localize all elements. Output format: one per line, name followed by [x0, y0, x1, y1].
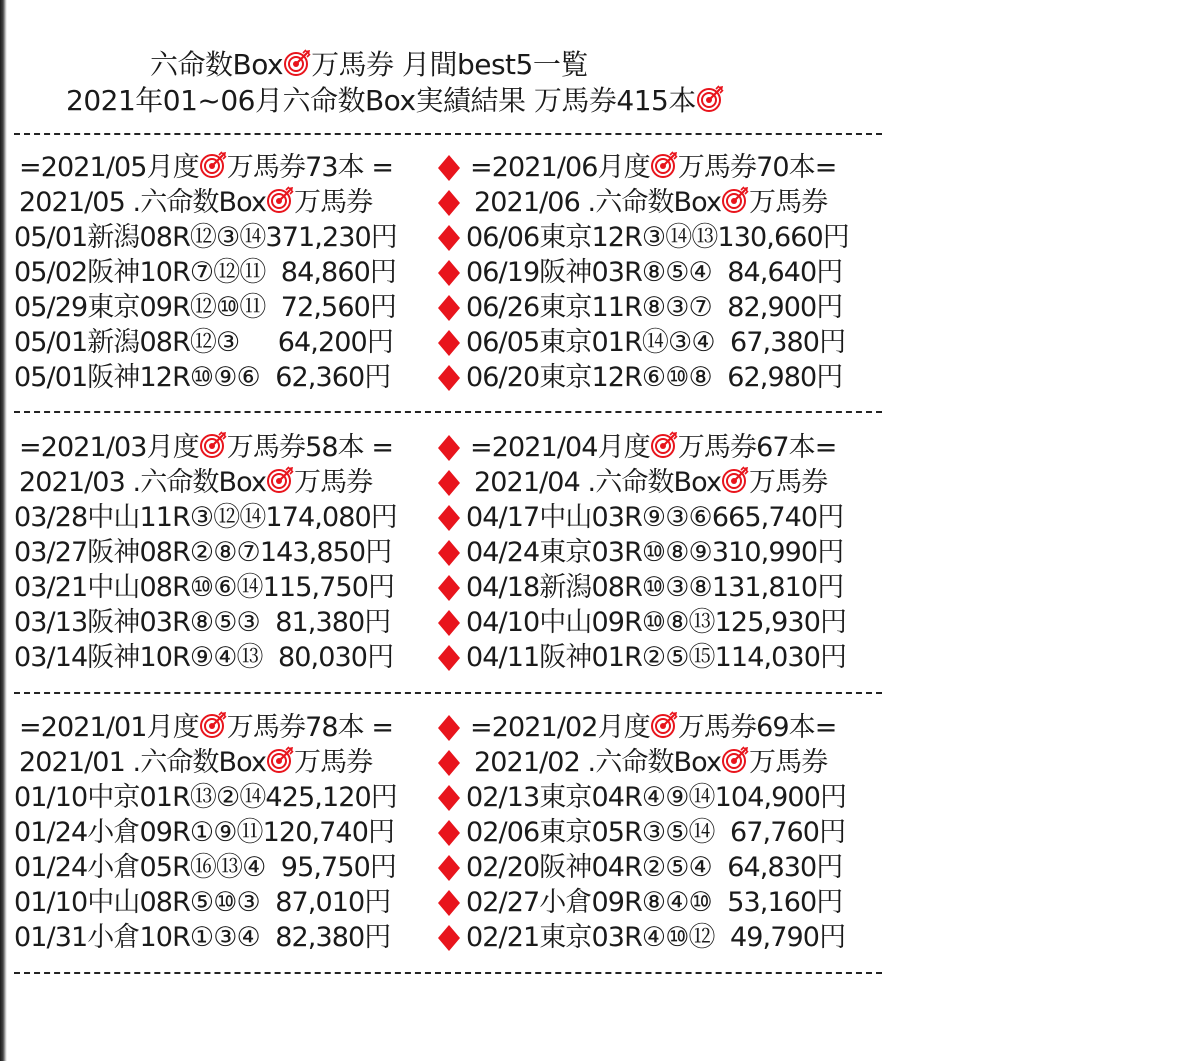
- left-month-subheader: [19, 745, 372, 780]
- month-subheader-row: [0, 745, 1197, 780]
- left-result-entry: 01/10中京01R⑬②⑭425,120円: [14, 782, 397, 813]
- target-icon: [696, 85, 724, 113]
- month-header-label: =2021/05月度: [19, 152, 199, 183]
- diamond-icon: [437, 470, 461, 496]
- left-result-entry: 03/28中山11R③⑫⑭174,080円: [14, 502, 397, 533]
- subheader-label: 2021/03 .六命数Box: [19, 467, 267, 498]
- left-result-entry: 01/24小倉09R①⑨⑪120,740円: [14, 817, 395, 848]
- month-subheader-row: [0, 465, 1197, 500]
- target-icon: [199, 431, 227, 459]
- diamond-icon: [437, 295, 461, 321]
- diamond-icon: [437, 750, 461, 776]
- target-icon: [266, 186, 294, 214]
- subheader-label: 2021/01 .六命数Box: [19, 747, 267, 778]
- diamond-icon: [437, 330, 461, 356]
- month-header-label: =2021/01月度: [19, 712, 199, 743]
- month-subheader-row: [0, 185, 1197, 220]
- result-row: [0, 290, 1197, 325]
- left-result-entry: 05/01阪神12R⑩⑨⑥ 62,360円: [14, 362, 391, 393]
- result-row: [0, 360, 1197, 395]
- month-pair-section: [0, 430, 1197, 710]
- right-result-entry: 04/10中山09R⑩⑧⑬125,930円: [466, 607, 847, 638]
- target-icon: [650, 431, 678, 459]
- target-icon: [721, 746, 749, 774]
- dashed-divider: [14, 133, 882, 135]
- left-result-entry: 03/13阪神03R⑧⑤③ 81,380円: [14, 607, 391, 638]
- result-row: [0, 570, 1197, 605]
- right-result-entry: 02/21東京03R④⑩⑫ 49,790円: [466, 922, 846, 953]
- result-row: [0, 605, 1197, 640]
- diamond-icon: [437, 785, 461, 811]
- target-icon: [199, 151, 227, 179]
- right-result-entry: 02/13東京04R④⑨⑭104,900円: [466, 782, 847, 813]
- month-header-label: =2021/02月度: [470, 712, 650, 743]
- right-result-entry: 06/06東京12R③⑭⑬130,660円: [466, 222, 849, 253]
- month-header-row: [0, 150, 1197, 185]
- target-icon: [650, 711, 678, 739]
- right-result-entry: 06/20東京12R⑥⑩⑧ 62,980円: [466, 362, 843, 393]
- right-month-header: [470, 150, 836, 185]
- target-icon: [283, 49, 311, 77]
- result-row: [0, 815, 1197, 850]
- month-header-row: [0, 430, 1197, 465]
- left-result-entry: 03/27阪神08R②⑧⑦143,850円: [14, 537, 392, 568]
- subheader-label-tail: 万馬券: [294, 747, 373, 778]
- subheader-label-tail: 万馬券: [294, 187, 373, 218]
- target-icon: [650, 151, 678, 179]
- result-row: [0, 920, 1197, 955]
- month-pair-section: [0, 150, 1197, 430]
- subheader-label-tail: 万馬券: [749, 747, 828, 778]
- right-result-entry: 02/27小倉09R⑧④⑩ 53,160円: [466, 887, 843, 918]
- month-total-label: 万馬券70本=: [677, 152, 837, 183]
- month-header-label: =2021/04月度: [470, 432, 650, 463]
- result-row: [0, 255, 1197, 290]
- left-result-entry: 05/29東京09R⑫⑩⑪ 72,560円: [14, 292, 396, 323]
- left-result-entry: 05/01新潟08R⑫③ 64,200円: [14, 327, 393, 358]
- right-result-entry: 02/06東京05R③⑤⑭ 67,760円: [466, 817, 846, 848]
- diamond-icon: [437, 575, 461, 601]
- left-month-header: [19, 150, 393, 185]
- diamond-icon: [437, 610, 461, 636]
- right-result-entry: 06/05東京01R⑭③④ 67,380円: [466, 327, 846, 358]
- left-result-entry: 05/02阪神10R⑦⑫⑪ 84,860円: [14, 257, 396, 288]
- result-row: [0, 535, 1197, 570]
- right-result-entry: 02/20阪神04R②⑤④ 64,830円: [466, 852, 843, 883]
- left-result-entry: 03/21中山08R⑩⑥⑭115,750円: [14, 572, 395, 603]
- diamond-icon: [437, 715, 461, 741]
- right-result-entry: 06/26東京11R⑧③⑦ 82,900円: [466, 292, 843, 323]
- left-month-subheader: [19, 185, 372, 220]
- subheader-label-tail: 万馬券: [749, 187, 828, 218]
- subheader-label: 2021/04 .六命数Box: [474, 467, 722, 498]
- subheader-label-tail: 万馬券: [294, 467, 373, 498]
- diamond-icon: [437, 820, 461, 846]
- target-icon: [266, 466, 294, 494]
- result-row: [0, 500, 1197, 535]
- diamond-icon: [437, 925, 461, 951]
- subheader-label-tail: 万馬券: [749, 467, 828, 498]
- right-result-entry: 04/11阪神01R②⑤⑮114,030円: [466, 642, 847, 673]
- right-result-entry: 04/17中山03R⑨③⑥665,740円: [466, 502, 844, 533]
- target-icon: [266, 746, 294, 774]
- left-month-subheader: [19, 465, 372, 500]
- right-month-subheader: [474, 745, 827, 780]
- diamond-icon: [437, 225, 461, 251]
- result-row: [0, 640, 1197, 675]
- month-total-label: 万馬券67本=: [677, 432, 837, 463]
- result-row: [0, 850, 1197, 885]
- result-row: [0, 885, 1197, 920]
- left-result-entry: 01/24小倉05R⑯⑬④ 95,750円: [14, 852, 396, 883]
- diamond-icon: [437, 505, 461, 531]
- page-title: [150, 48, 588, 82]
- left-result-entry: 01/31小倉10R①③④ 82,380円: [14, 922, 391, 953]
- month-header-label: =2021/06月度: [470, 152, 650, 183]
- diamond-icon: [437, 645, 461, 671]
- month-total-label: 万馬券58本 =: [226, 432, 394, 463]
- right-month-subheader: [474, 465, 827, 500]
- title-text-a: 六命数Box: [150, 48, 284, 81]
- subtitle-text: 2021年01~06月六命数Box実績結果 万馬券415本: [66, 84, 696, 117]
- left-month-header: [19, 710, 393, 745]
- month-total-label: 万馬券78本 =: [226, 712, 394, 743]
- target-icon: [721, 466, 749, 494]
- month-total-label: 万馬券69本=: [677, 712, 837, 743]
- diamond-icon: [437, 365, 461, 391]
- right-month-subheader: [474, 185, 827, 220]
- subheader-label: 2021/05 .六命数Box: [19, 187, 267, 218]
- subheader-label: 2021/02 .六命数Box: [474, 747, 722, 778]
- month-header-row: [0, 710, 1197, 745]
- left-result-entry: 05/01新潟08R⑫③⑭371,230円: [14, 222, 397, 253]
- right-month-header: [470, 430, 836, 465]
- diamond-icon: [437, 190, 461, 216]
- diamond-icon: [437, 435, 461, 461]
- diamond-icon: [437, 890, 461, 916]
- month-pair-section: [0, 710, 1197, 990]
- diamond-icon: [437, 540, 461, 566]
- right-result-entry: 04/24東京03R⑩⑧⑨310,990円: [466, 537, 844, 568]
- title-text-b: 万馬券 月間best5一覧: [311, 48, 588, 81]
- month-header-label: =2021/03月度: [19, 432, 199, 463]
- month-total-label: 万馬券73本 =: [226, 152, 394, 183]
- subheader-label: 2021/06 .六命数Box: [474, 187, 722, 218]
- diamond-icon: [437, 155, 461, 181]
- target-icon: [199, 711, 227, 739]
- target-icon: [721, 186, 749, 214]
- result-row: [0, 325, 1197, 360]
- result-row: [0, 780, 1197, 815]
- left-month-header: [19, 430, 393, 465]
- right-result-entry: 06/19阪神03R⑧⑤④ 84,640円: [466, 257, 843, 288]
- right-month-header: [470, 710, 836, 745]
- page-subtitle: [66, 84, 724, 118]
- result-row: [0, 220, 1197, 255]
- right-result-entry: 04/18新潟08R⑩③⑧131,810円: [466, 572, 844, 603]
- left-result-entry: 01/10中山08R⑤⑩③ 87,010円: [14, 887, 391, 918]
- left-result-entry: 03/14阪神10R⑨④⑬ 80,030円: [14, 642, 394, 673]
- diamond-icon: [437, 260, 461, 286]
- diamond-icon: [437, 855, 461, 881]
